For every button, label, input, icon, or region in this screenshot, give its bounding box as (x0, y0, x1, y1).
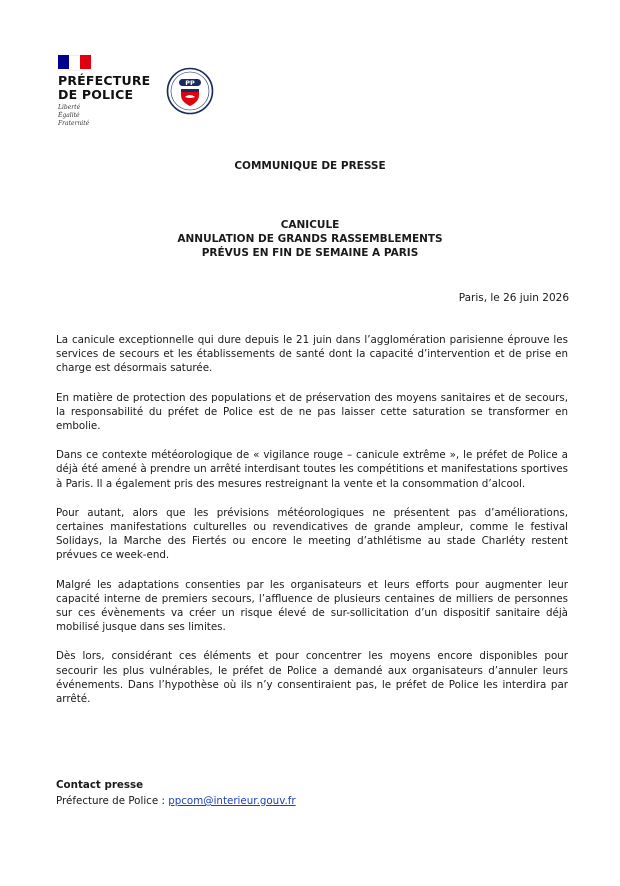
headline (0, 218, 620, 260)
motto-egalite: Égalité (58, 112, 80, 119)
republic-motto (58, 104, 150, 128)
press-contact (56, 777, 296, 809)
contact-prefix: Préfecture de Police : (56, 795, 169, 807)
brand-name-line1: PRÉFECTURE (58, 73, 151, 88)
paragraph: Dès lors, considérant ces éléments et pour concentrer les moyens encore disponibles pour secourir les plus vulnérables, le préfet de Police a demandé aux organisateurs d’annuler leurs événements. Dans l’hypothèse où ils n’y consentiraient pas, le préfet de Police les interdira par arrêté. (56, 650, 568, 706)
document-type-label: COMMUNIQUE DE PRESSE (234, 160, 386, 172)
motto-liberte: Liberté (58, 104, 81, 111)
headline-line: CANICULE (280, 219, 340, 231)
prefecture-logo (58, 55, 150, 128)
motto-fraternite: Fraternité (58, 120, 90, 127)
paragraph: La canicule exceptionnelle qui dure depuis le 21 juin dans l’agglomération parisienne éprouve les services de secours et les établissements de santé dont la capacité d’intervention et de prise en charge est désormais saturée. (56, 334, 568, 375)
contact-title: Contact presse (56, 779, 144, 791)
headline-line: PRÉVUS EN FIN DE SEMAINE A PARIS (201, 247, 419, 259)
seal-letters: PP (185, 79, 195, 87)
brand-name-line2: DE POLICE (58, 87, 134, 102)
brand-name (58, 74, 150, 102)
contact-email-link[interactable]: ppcom@interieur.gouv.fr (168, 795, 296, 807)
body-text (56, 333, 568, 721)
headline-line: ANNULATION DE GRANDS RASSEMBLEMENTS (177, 233, 443, 245)
paragraph: En matière de protection des populations et de préservation des moyens sanitaires et de secours, la responsabilité du préfet de Police est de ne pas laisser cette saturation se transformer en embolie. (56, 391, 568, 433)
french-flag-icon (58, 55, 91, 69)
paragraph: Pour autant, alors que les prévisions météorologiques ne présentent pas d’améliorations, certaines manifestations culturelles ou revendicatives de grande ampleur, comme le festival Solidays, la Marche des Fiertés ou encore le meeting d’athlétisme au stade Charléty restent prévues ce week-end. (56, 506, 568, 562)
police-seal-icon (166, 67, 214, 115)
release-date: Paris, le 26 juin 2026 (458, 292, 569, 304)
paragraph: Dans ce contexte météorologique de « vigilance rouge – canicule extrême », le préfet de Police a déjà été amené à prendre un arrêté interdisant toutes les compétitions et manifestations sportives à Paris. Il a également pris des mesures restreignant la vente et la consommation d’alcool. (56, 449, 568, 490)
paragraph: Malgré les adaptations consenties par les organisateurs et leurs efforts pour augmenter leur capacité interne de premiers secours, l’affluence de plusieurs centaines de milliers de personnes sur ces évènements va créer un risque élevé de sur-sollicitation d’un dispositif sanitaire déjà mobilisé jusque dans ses limites. (56, 578, 568, 634)
contact-line (56, 793, 296, 809)
